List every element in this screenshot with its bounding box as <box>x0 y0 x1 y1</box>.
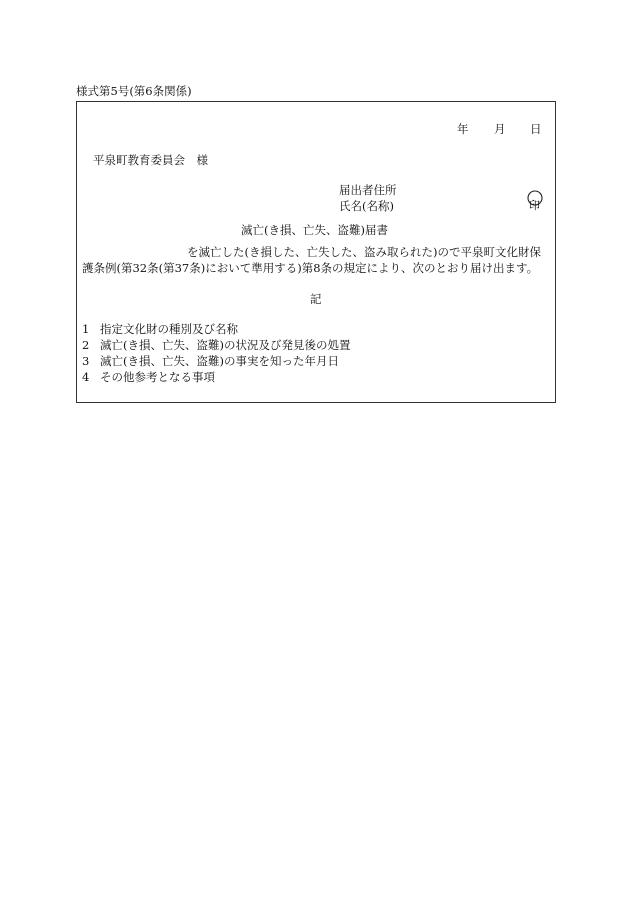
date-year: 年 <box>457 122 469 136</box>
list-item <box>82 370 215 384</box>
item-number: 4 <box>82 370 90 384</box>
date-day: 日 <box>530 122 542 136</box>
item-number: 2 <box>82 338 90 352</box>
body-line-1: を滅亡した(き損した、亡失した、盗み取られた)ので平泉町文化財保 <box>187 245 541 259</box>
item-text: 滅亡(き損、亡失、盗難)の状況及び発見後の処置 <box>100 338 351 352</box>
applicant-address-label: 届出者住所 <box>339 183 397 197</box>
document-title: 滅亡(き損、亡失、盗難)届書 <box>241 223 388 237</box>
item-text: その他参考となる事項 <box>100 370 215 384</box>
applicant-name-label: 氏名(名称) <box>339 199 394 213</box>
list-item <box>82 354 339 368</box>
item-number: 1 <box>82 322 90 336</box>
form-number: 様式第5号(第6条関係) <box>76 84 192 98</box>
body-line-2: 護条例(第32条(第37条)において準用する)第8条の規定により、次のとおり届け出ます。 <box>82 261 539 275</box>
ki-heading: 記 <box>310 292 322 306</box>
addressee: 平泉町教育委員会 様 <box>93 153 208 167</box>
list-item <box>82 322 238 336</box>
item-text: 指定文化財の種別及び名称 <box>100 322 238 336</box>
seal-label: 印 <box>529 199 540 212</box>
item-number: 3 <box>82 354 90 368</box>
item-text: 滅亡(き損、亡失、盗難)の事実を知った年月日 <box>100 354 339 368</box>
date-month: 月 <box>494 122 506 136</box>
seal-mark-icon <box>524 188 546 214</box>
list-item <box>82 338 350 352</box>
